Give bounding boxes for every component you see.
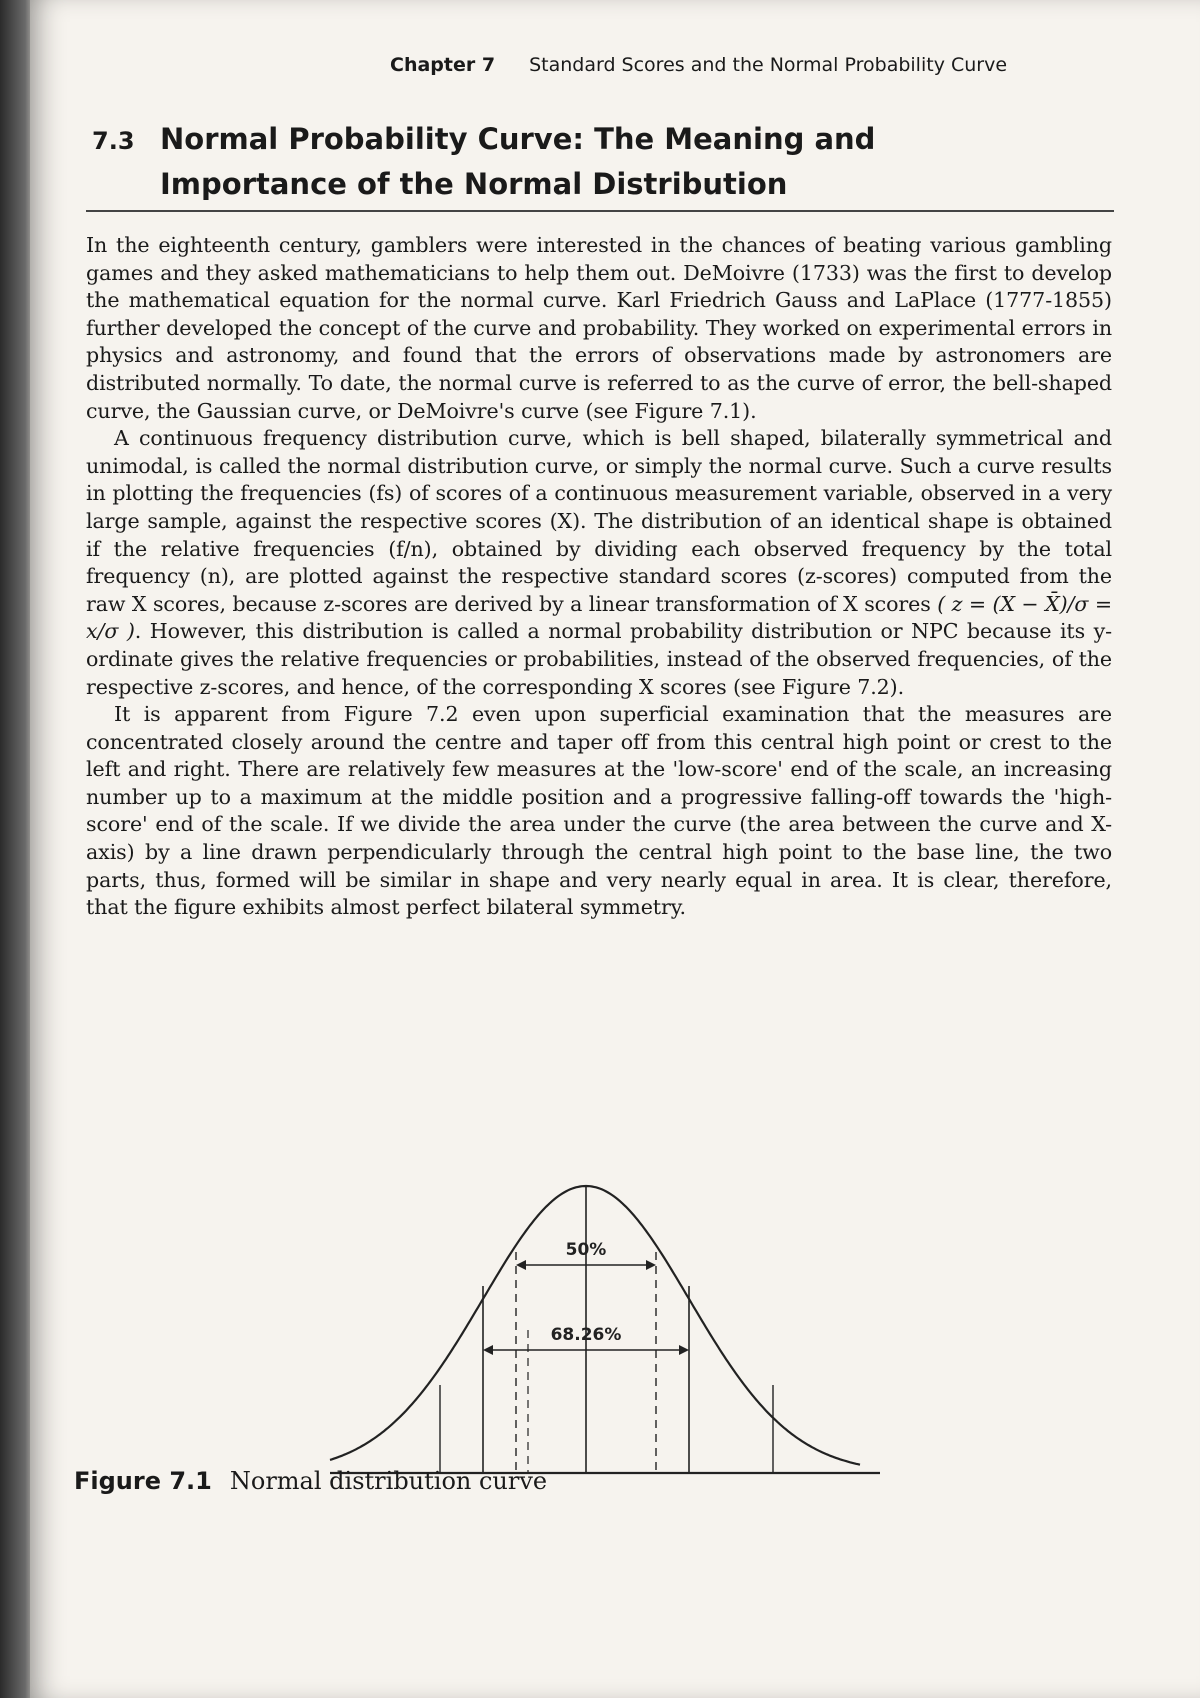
z-score-formula: ( z = (X − X̄)/σ = x/σ ) (86, 591, 1112, 644)
label-68-26-percent: 68.26% (550, 1325, 622, 1345)
formula-lead: X scores (843, 591, 931, 616)
arrow-50-head-right (646, 1260, 656, 1270)
paragraph-3: It is apparent from Figure 7.2 even upon superficial examination that the measures are concentrated closely around the centre and taper off from this central high point or crest to the left and right. There are relatively few measures at the 'low-score' end of the scale, an increasing number up to a maximum at the middle position and a progressive falling-off towards the 'high-score' end of the scale. If we divide the area under the curve (the area between the curve and X-axis) by a line drawn perpendicularly through the central high point to the base line, the two parts, thus, formed will be similar in shape and very nearly equal in area. It is clear, therefore, that the figure exhibits almost perfect bilateral symmetry. (86, 702, 1112, 920)
heading-rule (86, 210, 1114, 212)
paragraph-2-part-a: A continuous frequency distribution curve, which is bell shaped, bilaterally symmetrical and unimodal, is called the normal distribution curve, or simply the normal curve. Such a curve results in plotting the frequencies (fs) of scores of a continuous measurement variable, observed in a very large sample, against the respective scores (X). The distribution of an identical shape is obtained if the relative frequencies (f/n), obtained by dividing each observed frequency by the total frequency (n), are plotted against the respective standard scores (z-scores) computed from the raw X scores, because z-scores are derived by a linear transformation of (86, 426, 1112, 616)
figure-caption-label: Figure 7.1 (74, 1467, 212, 1495)
running-head (390, 54, 1110, 76)
arrow-6826-head-left (483, 1345, 493, 1355)
section-title-line2: Importance of the Normal Distribution (160, 167, 788, 201)
section-number: 7.3 (92, 127, 135, 155)
paragraph-1: In the eighteenth century, gamblers were interested in the chances of beating various gambling games and they asked mathematicians to help them out. DeMoivre (1733) was the first to develop the mathematical equation for the normal curve. Karl Friedrich Gauss and LaPlace (1777-1855) further developed the concept of the curve and probability. They worked on experimental errors in physics and astronomy, and found that the errors of observations made by astronomers are distributed normally. To date, the normal curve is referred to as the curve of error, the bell-shaped curve, the Gaussian curve, or DeMoivre's curve (see Figure 7.1). (86, 233, 1112, 423)
label-50-percent: 50% (565, 1240, 607, 1260)
normal-curve-figure (320, 1100, 880, 1500)
body-text (86, 232, 1112, 922)
section-heading (92, 118, 1092, 206)
running-head-title: Standard Scores and the Normal Probability Curve (529, 54, 1008, 76)
arrow-50-head-left (516, 1260, 526, 1270)
normal-curve-svg (320, 1100, 880, 1500)
section-title-line1: Normal Probability Curve: The Meaning and (160, 122, 876, 156)
paragraph-2 (86, 425, 1112, 701)
running-head-chapter: Chapter 7 (390, 54, 496, 76)
figure-caption-text: Normal distribution curve (229, 1467, 548, 1495)
paragraph-2-part-b: . However, this distribution is called a normal probability distribution or NPC because its y-ordinate gives the relative frequencies or probabilities, instead of the observed frequencies, of the respective z-scores, and hence, of the corresponding X scores (see Figure 7.2). (86, 619, 1112, 699)
figure-caption (74, 1467, 547, 1495)
arrow-6826-head-right (679, 1345, 689, 1355)
